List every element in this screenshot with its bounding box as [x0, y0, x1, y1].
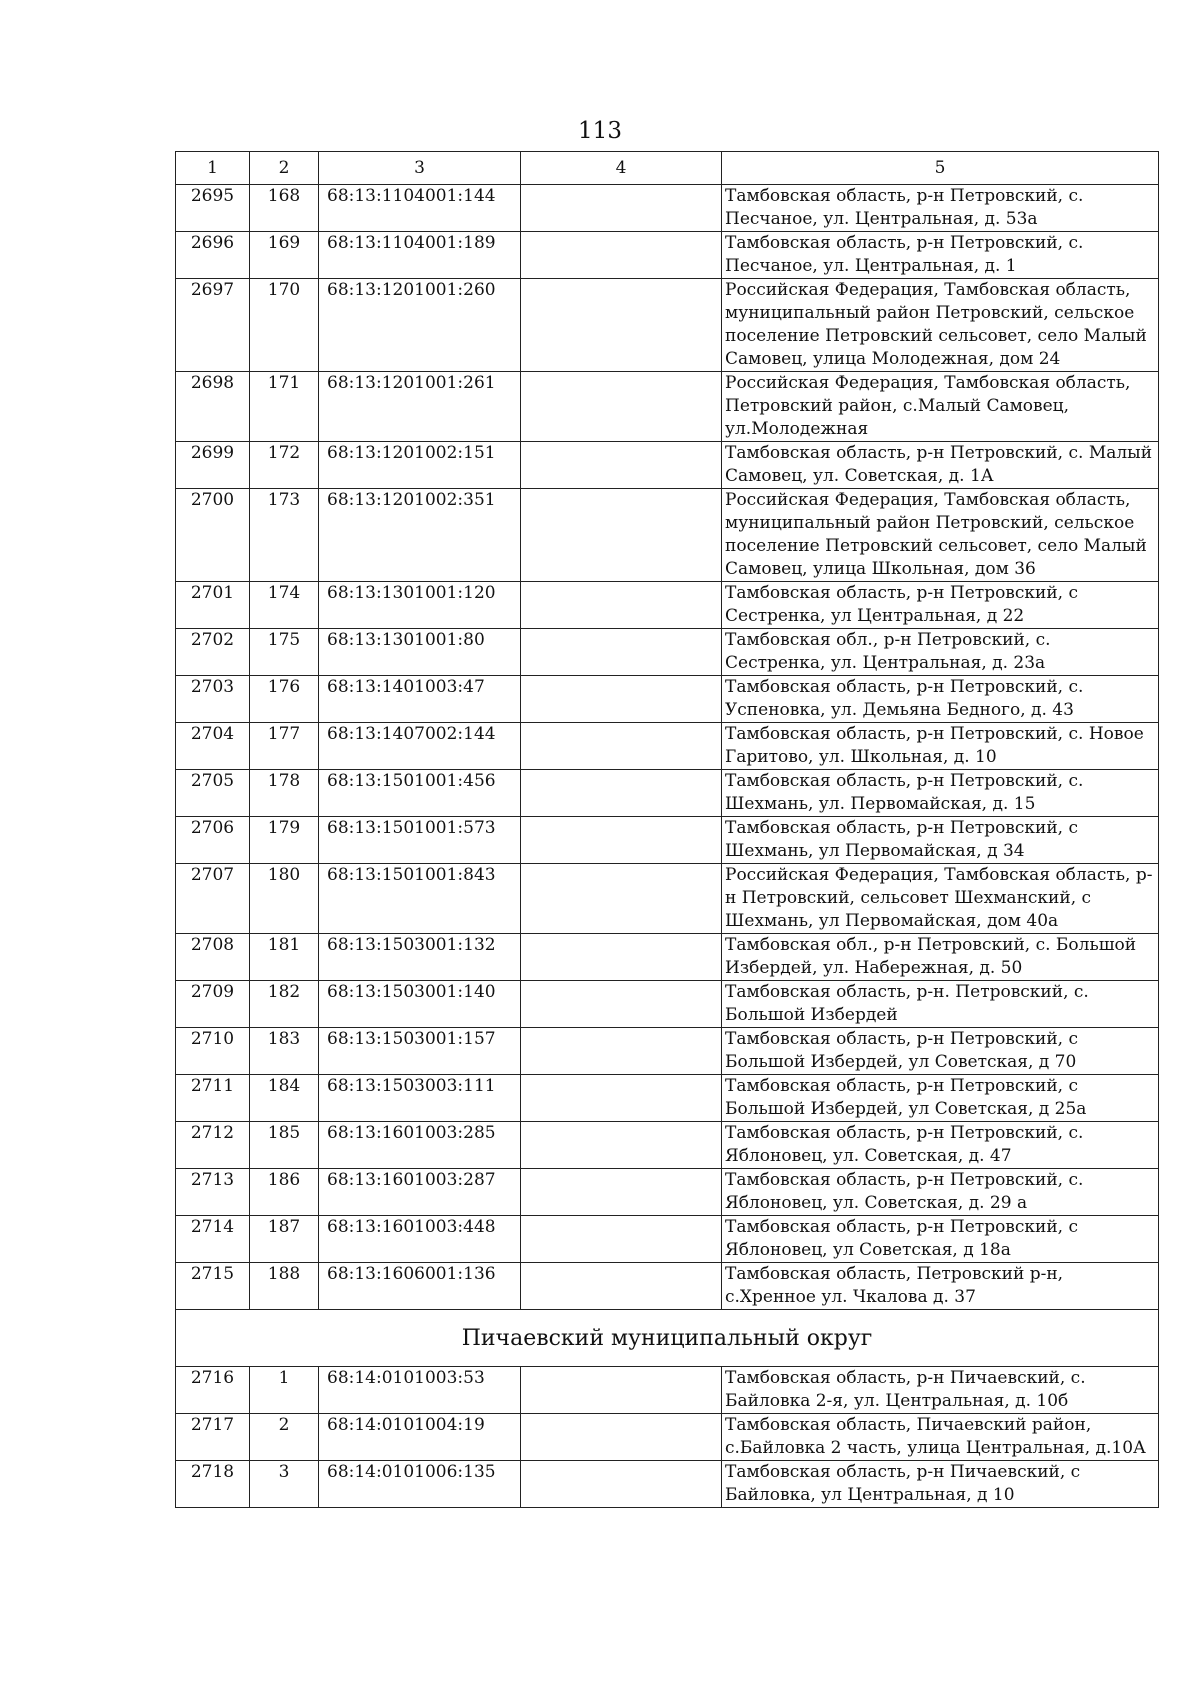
address-cell: Тамбовская область, Пичаевский район, с.Байловка 2 часть, улица Центральная, д.10А — [722, 1414, 1159, 1461]
notes-cell — [521, 676, 722, 723]
notes-cell — [521, 1263, 722, 1310]
cadastral-number-cell: 68:13:1201001:261 — [319, 372, 521, 442]
notes-cell — [521, 934, 722, 981]
notes-cell — [521, 372, 722, 442]
table-row — [176, 770, 1159, 817]
cadastral-number-cell: 68:13:1606001:136 — [319, 1263, 521, 1310]
table-row — [176, 279, 1159, 372]
notes-cell — [521, 185, 722, 232]
table-row — [176, 934, 1159, 981]
row-number-cell: 2707 — [176, 864, 250, 934]
cadastral-number-cell: 68:13:1301001:80 — [319, 629, 521, 676]
cadastral-number-cell: 68:13:1104001:189 — [319, 232, 521, 279]
registry-table — [175, 151, 1159, 1508]
row-number-cell: 2714 — [176, 1216, 250, 1263]
row-index-cell: 182 — [250, 981, 319, 1028]
table-row — [176, 1414, 1159, 1461]
row-number-cell: 2704 — [176, 723, 250, 770]
table-row — [176, 1075, 1159, 1122]
cadastral-number-cell: 68:14:0101003:53 — [319, 1367, 521, 1414]
address-cell: Тамбовская область, р-н Петровский, с Сестренка, ул Центральная, д 22 — [722, 582, 1159, 629]
address-cell: Тамбовская область, р-н Петровский, с. Яблоновец, ул. Советская, д. 47 — [722, 1122, 1159, 1169]
table-row — [176, 1028, 1159, 1075]
row-number-cell: 2697 — [176, 279, 250, 372]
notes-cell — [521, 1461, 722, 1508]
row-index-cell: 178 — [250, 770, 319, 817]
address-cell: Тамбовская область, р-н Петровский, с Яблоновец, ул Советская, д 18а — [722, 1216, 1159, 1263]
row-number-cell: 2712 — [176, 1122, 250, 1169]
row-index-cell: 179 — [250, 817, 319, 864]
row-index-cell: 176 — [250, 676, 319, 723]
cadastral-number-cell: 68:14:0101006:135 — [319, 1461, 521, 1508]
address-cell: Тамбовская область, р-н Петровский, с Большой Избердей, ул Советская, д 70 — [722, 1028, 1159, 1075]
row-index-cell: 170 — [250, 279, 319, 372]
row-index-cell: 168 — [250, 185, 319, 232]
row-number-cell: 2718 — [176, 1461, 250, 1508]
row-index-cell: 174 — [250, 582, 319, 629]
notes-cell — [521, 582, 722, 629]
row-number-cell: 2700 — [176, 489, 250, 582]
address-cell: Тамбовская область, р-н Петровский, с. Малый Самовец, ул. Советская, д. 1А — [722, 442, 1159, 489]
address-cell: Тамбовская область, р-н Пичаевский, с. Байловка 2-я, ул. Центральная, д. 10б — [722, 1367, 1159, 1414]
address-cell: Российская Федерация, Тамбовская область, муниципальный район Петровский, сельское поселение Петровский сельсовет, село Малый Самовец, улица Школьная, дом 36 — [722, 489, 1159, 582]
cadastral-number-cell: 68:13:1501001:843 — [319, 864, 521, 934]
notes-cell — [521, 864, 722, 934]
row-index-cell: 187 — [250, 1216, 319, 1263]
row-index-cell: 180 — [250, 864, 319, 934]
notes-cell — [521, 1028, 722, 1075]
table-row — [176, 1216, 1159, 1263]
row-number-cell: 2717 — [176, 1414, 250, 1461]
notes-cell — [521, 1169, 722, 1216]
table-row — [176, 1169, 1159, 1216]
cadastral-number-cell: 68:13:1601003:287 — [319, 1169, 521, 1216]
column-header: 5 — [722, 152, 1159, 185]
cadastral-number-cell: 68:13:1201001:260 — [319, 279, 521, 372]
row-number-cell: 2709 — [176, 981, 250, 1028]
address-cell: Тамбовская область, р-н Петровский, с Шехмань, ул Первомайская, д 34 — [722, 817, 1159, 864]
table-row — [176, 489, 1159, 582]
table-row — [176, 629, 1159, 676]
table-row — [176, 817, 1159, 864]
notes-cell — [521, 1367, 722, 1414]
table-row — [176, 1367, 1159, 1414]
cadastral-number-cell: 68:13:1601003:285 — [319, 1122, 521, 1169]
address-cell: Тамбовская обл., р-н Петровский, с. Большой Избердей, ул. Набережная, д. 50 — [722, 934, 1159, 981]
row-number-cell: 2708 — [176, 934, 250, 981]
address-cell: Российская Федерация, Тамбовская область, Петровский район, с.Малый Самовец, ул.Молодежная — [722, 372, 1159, 442]
row-index-cell: 184 — [250, 1075, 319, 1122]
address-cell: Тамбовская область, р-н Петровский, с. Новое Гаритово, ул. Школьная, д. 10 — [722, 723, 1159, 770]
row-index-cell: 2 — [250, 1414, 319, 1461]
cadastral-number-cell: 68:13:1601003:448 — [319, 1216, 521, 1263]
address-cell: Российская Федерация, Тамбовская область, муниципальный район Петровский, сельское поселение Петровский сельсовет, село Малый Самовец, улица Молодежная, дом 24 — [722, 279, 1159, 372]
table-row — [176, 981, 1159, 1028]
notes-cell — [521, 1414, 722, 1461]
address-cell: Тамбовская обл., р-н Петровский, с. Сестренка, ул. Центральная, д. 23а — [722, 629, 1159, 676]
table-row — [176, 864, 1159, 934]
cadastral-number-cell: 68:13:1503001:140 — [319, 981, 521, 1028]
cadastral-number-cell: 68:14:0101004:19 — [319, 1414, 521, 1461]
row-number-cell: 2701 — [176, 582, 250, 629]
row-index-cell: 186 — [250, 1169, 319, 1216]
row-index-cell: 188 — [250, 1263, 319, 1310]
row-number-cell: 2702 — [176, 629, 250, 676]
table-row — [176, 1122, 1159, 1169]
row-index-cell: 1 — [250, 1367, 319, 1414]
column-header: 4 — [521, 152, 722, 185]
address-cell: Тамбовская область, р-н. Петровский, с. Большой Избердей — [722, 981, 1159, 1028]
address-cell: Тамбовская область, Петровский р-н, с.Хренное ул. Чкалова д. 37 — [722, 1263, 1159, 1310]
column-header: 1 — [176, 152, 250, 185]
section-row — [176, 1310, 1159, 1367]
row-number-cell: 2713 — [176, 1169, 250, 1216]
table-row — [176, 723, 1159, 770]
notes-cell — [521, 442, 722, 489]
notes-cell — [521, 279, 722, 372]
cadastral-number-cell: 68:13:1503003:111 — [319, 1075, 521, 1122]
section-title: Пичаевский муниципальный округ — [176, 1310, 1159, 1367]
header-row — [176, 152, 1159, 185]
notes-cell — [521, 629, 722, 676]
address-cell: Тамбовская область, р-н Петровский, с Большой Избердей, ул Советская, д 25а — [722, 1075, 1159, 1122]
address-cell: Тамбовская область, р-н Петровский, с. Песчаное, ул. Центральная, д. 1 — [722, 232, 1159, 279]
notes-cell — [521, 723, 722, 770]
table-row — [176, 676, 1159, 723]
row-number-cell: 2705 — [176, 770, 250, 817]
column-header: 3 — [319, 152, 521, 185]
table-row — [176, 582, 1159, 629]
cadastral-number-cell: 68:13:1503001:132 — [319, 934, 521, 981]
cadastral-number-cell: 68:13:1201002:351 — [319, 489, 521, 582]
cadastral-number-cell: 68:13:1104001:144 — [319, 185, 521, 232]
row-number-cell: 2715 — [176, 1263, 250, 1310]
address-cell: Тамбовская область, р-н Пичаевский, с Байловка, ул Центральная, д 10 — [722, 1461, 1159, 1508]
cadastral-number-cell: 68:13:1501001:573 — [319, 817, 521, 864]
cadastral-number-cell: 68:13:1401003:47 — [319, 676, 521, 723]
row-number-cell: 2706 — [176, 817, 250, 864]
address-cell: Тамбовская область, р-н Петровский, с. Яблоновец, ул. Советская, д. 29 а — [722, 1169, 1159, 1216]
row-index-cell: 181 — [250, 934, 319, 981]
row-number-cell: 2703 — [176, 676, 250, 723]
cadastral-number-cell: 68:13:1503001:157 — [319, 1028, 521, 1075]
notes-cell — [521, 981, 722, 1028]
row-number-cell: 2711 — [176, 1075, 250, 1122]
cadastral-number-cell: 68:13:1407002:144 — [319, 723, 521, 770]
row-index-cell: 183 — [250, 1028, 319, 1075]
table-row — [176, 372, 1159, 442]
row-number-cell: 2695 — [176, 185, 250, 232]
row-index-cell: 3 — [250, 1461, 319, 1508]
notes-cell — [521, 1122, 722, 1169]
notes-cell — [521, 489, 722, 582]
row-index-cell: 185 — [250, 1122, 319, 1169]
row-number-cell: 2698 — [176, 372, 250, 442]
row-number-cell: 2710 — [176, 1028, 250, 1075]
row-index-cell: 175 — [250, 629, 319, 676]
address-cell: Российская Федерация, Тамбовская область, р-н Петровский, сельсовет Шехманский, с Шехмань, ул Первомайская, дом 40а — [722, 864, 1159, 934]
table-row — [176, 1461, 1159, 1508]
row-number-cell: 2716 — [176, 1367, 250, 1414]
address-cell: Тамбовская область, р-н Петровский, с. Песчаное, ул. Центральная, д. 53а — [722, 185, 1159, 232]
cadastral-number-cell: 68:13:1201002:151 — [319, 442, 521, 489]
cadastral-number-cell: 68:13:1301001:120 — [319, 582, 521, 629]
column-header: 2 — [250, 152, 319, 185]
table-row — [176, 1263, 1159, 1310]
row-index-cell: 169 — [250, 232, 319, 279]
row-index-cell: 172 — [250, 442, 319, 489]
row-number-cell: 2699 — [176, 442, 250, 489]
notes-cell — [521, 770, 722, 817]
notes-cell — [521, 1075, 722, 1122]
notes-cell — [521, 232, 722, 279]
cadastral-number-cell: 68:13:1501001:456 — [319, 770, 521, 817]
notes-cell — [521, 817, 722, 864]
address-cell: Тамбовская область, р-н Петровский, с. Успеновка, ул. Демьяна Бедного, д. 43 — [722, 676, 1159, 723]
table-row — [176, 185, 1159, 232]
page-number: 113 — [578, 118, 622, 144]
table-row — [176, 442, 1159, 489]
notes-cell — [521, 1216, 722, 1263]
row-index-cell: 171 — [250, 372, 319, 442]
address-cell: Тамбовская область, р-н Петровский, с. Шехмань, ул. Первомайская, д. 15 — [722, 770, 1159, 817]
row-index-cell: 177 — [250, 723, 319, 770]
table-row — [176, 232, 1159, 279]
row-number-cell: 2696 — [176, 232, 250, 279]
row-index-cell: 173 — [250, 489, 319, 582]
